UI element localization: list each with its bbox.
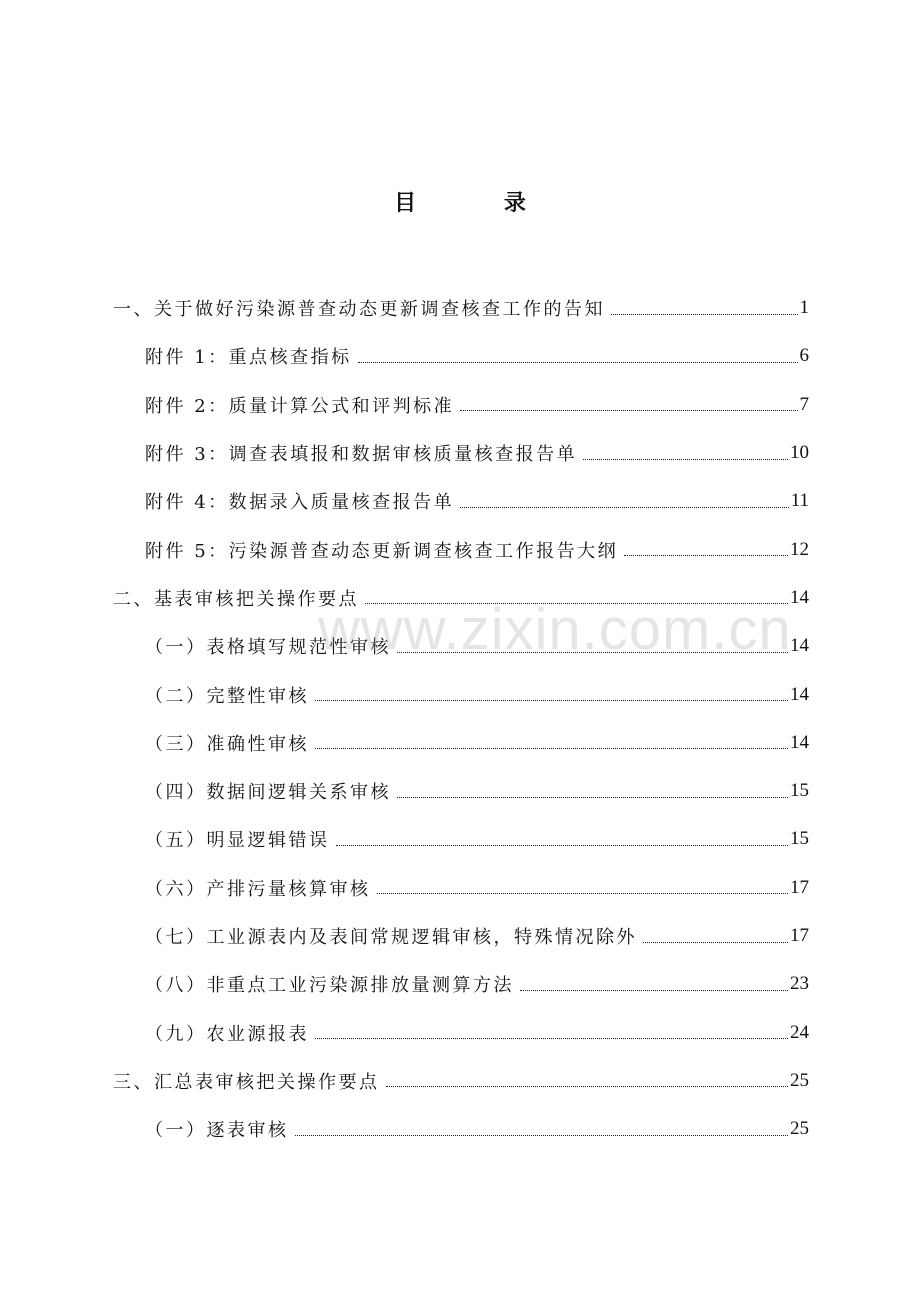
- toc-leader-dots: [377, 875, 789, 894]
- toc-page-number: 14: [790, 731, 809, 753]
- toc-entry[interactable]: [113, 477, 809, 525]
- toc-page-number: 17: [790, 876, 809, 898]
- toc-entry-text: （五）明显逻辑错误: [145, 830, 330, 852]
- toc-entry-text: （四）数据间逻辑关系审核: [145, 782, 391, 804]
- toc-entry-text: （一）表格填写规范性审核: [145, 637, 391, 659]
- toc-leader-dots: [365, 585, 788, 604]
- toc-entry-text: 附件 5：污染源普查动态更新调查核查工作报告大纲: [145, 540, 619, 562]
- toc-page-number: 11: [790, 490, 809, 512]
- toc-page-number: 17: [790, 925, 809, 946]
- page-title: 目 录: [394, 191, 566, 216]
- toc-entry-text: （一）逐表审核: [145, 1120, 289, 1142]
- toc-page-number: 14: [790, 635, 809, 657]
- toc-page-number: 15: [790, 780, 809, 802]
- toc-entry[interactable]: [113, 670, 809, 718]
- toc-page-number: 15: [790, 828, 809, 850]
- toc-entry[interactable]: [113, 332, 809, 380]
- toc-leader-dots: [386, 1068, 789, 1087]
- toc-entry-text: 附件 4：数据录入质量核查报告单: [145, 492, 455, 514]
- toc-entry-text: 附件 3：调查表填报和数据审核质量核查报告单: [145, 444, 578, 466]
- toc-entry-text: 三、汇总表审核把关操作要点: [113, 1071, 380, 1093]
- toc-entry-text: （六）产排污量核算审核: [145, 878, 371, 900]
- toc-entry-text: （八）非重点工业污染源排放量测算方法: [145, 975, 514, 997]
- toc-leader-dots: [624, 537, 788, 556]
- toc-leader-dots: [315, 730, 788, 749]
- toc-entry-text: （七）工业源表内及表间常规逻辑审核，特殊情况除外: [145, 927, 637, 948]
- toc-leader-dots: [460, 392, 797, 411]
- toc-page-number: 1: [799, 297, 809, 319]
- toc-leader-dots: [611, 296, 798, 315]
- toc-page-number: 12: [790, 538, 809, 560]
- table-of-contents: [113, 284, 809, 1153]
- toc-entry[interactable]: [113, 574, 809, 622]
- toc-leader-dots: [460, 489, 789, 508]
- toc-entry-text: 附件 2：质量计算公式和评判标准: [145, 395, 455, 417]
- toc-entry[interactable]: [113, 429, 809, 477]
- toc-entry[interactable]: [113, 912, 809, 960]
- watermark: www.zixin.com.cn: [318, 597, 792, 662]
- toc-leader-dots: [315, 682, 788, 701]
- toc-entry-text: （二）完整性审核: [145, 685, 309, 707]
- toc-entry[interactable]: [113, 525, 809, 573]
- toc-entry[interactable]: [113, 381, 809, 429]
- toc-leader-dots: [336, 827, 789, 846]
- toc-leader-dots: [397, 634, 788, 653]
- toc-leader-dots: [295, 1117, 789, 1136]
- toc-page-number: 10: [790, 442, 809, 464]
- toc-entry[interactable]: [113, 284, 809, 332]
- toc-entry[interactable]: [113, 1008, 809, 1056]
- toc-leader-dots: [358, 344, 798, 363]
- toc-page-number: 6: [799, 345, 809, 367]
- toc-entry-text: （三）准确性审核: [145, 733, 309, 755]
- toc-leader-dots: [583, 441, 788, 460]
- toc-page-number: 14: [790, 683, 809, 705]
- toc-leader-dots: [643, 924, 788, 943]
- toc-entry[interactable]: [113, 864, 809, 912]
- toc-page-number: 23: [790, 973, 809, 995]
- toc-entry-text: 二、基表审核把关操作要点: [113, 588, 359, 610]
- toc-page-number: 25: [790, 1069, 809, 1091]
- toc-entry[interactable]: [113, 815, 809, 863]
- toc-leader-dots: [397, 779, 788, 798]
- toc-entry[interactable]: [113, 767, 809, 815]
- toc-page-number: 25: [790, 1118, 809, 1140]
- toc-entry-text: （九）农业源报表: [145, 1023, 309, 1045]
- toc-page-number: 14: [790, 586, 809, 608]
- toc-page-number: 7: [799, 393, 809, 415]
- toc-leader-dots: [315, 1020, 788, 1039]
- toc-leader-dots: [520, 972, 788, 991]
- toc-entry-text: 一、关于做好污染源普查动态更新调查核查工作的告知: [113, 299, 605, 321]
- toc-entry[interactable]: [113, 960, 809, 1008]
- toc-entry[interactable]: [113, 1057, 809, 1105]
- toc-page-number: 24: [790, 1021, 809, 1043]
- toc-entry[interactable]: [113, 719, 809, 767]
- toc-entry[interactable]: [113, 622, 809, 670]
- toc-entry-text: 附件 1：重点核查指标: [145, 347, 352, 369]
- toc-entry[interactable]: [113, 1105, 809, 1153]
